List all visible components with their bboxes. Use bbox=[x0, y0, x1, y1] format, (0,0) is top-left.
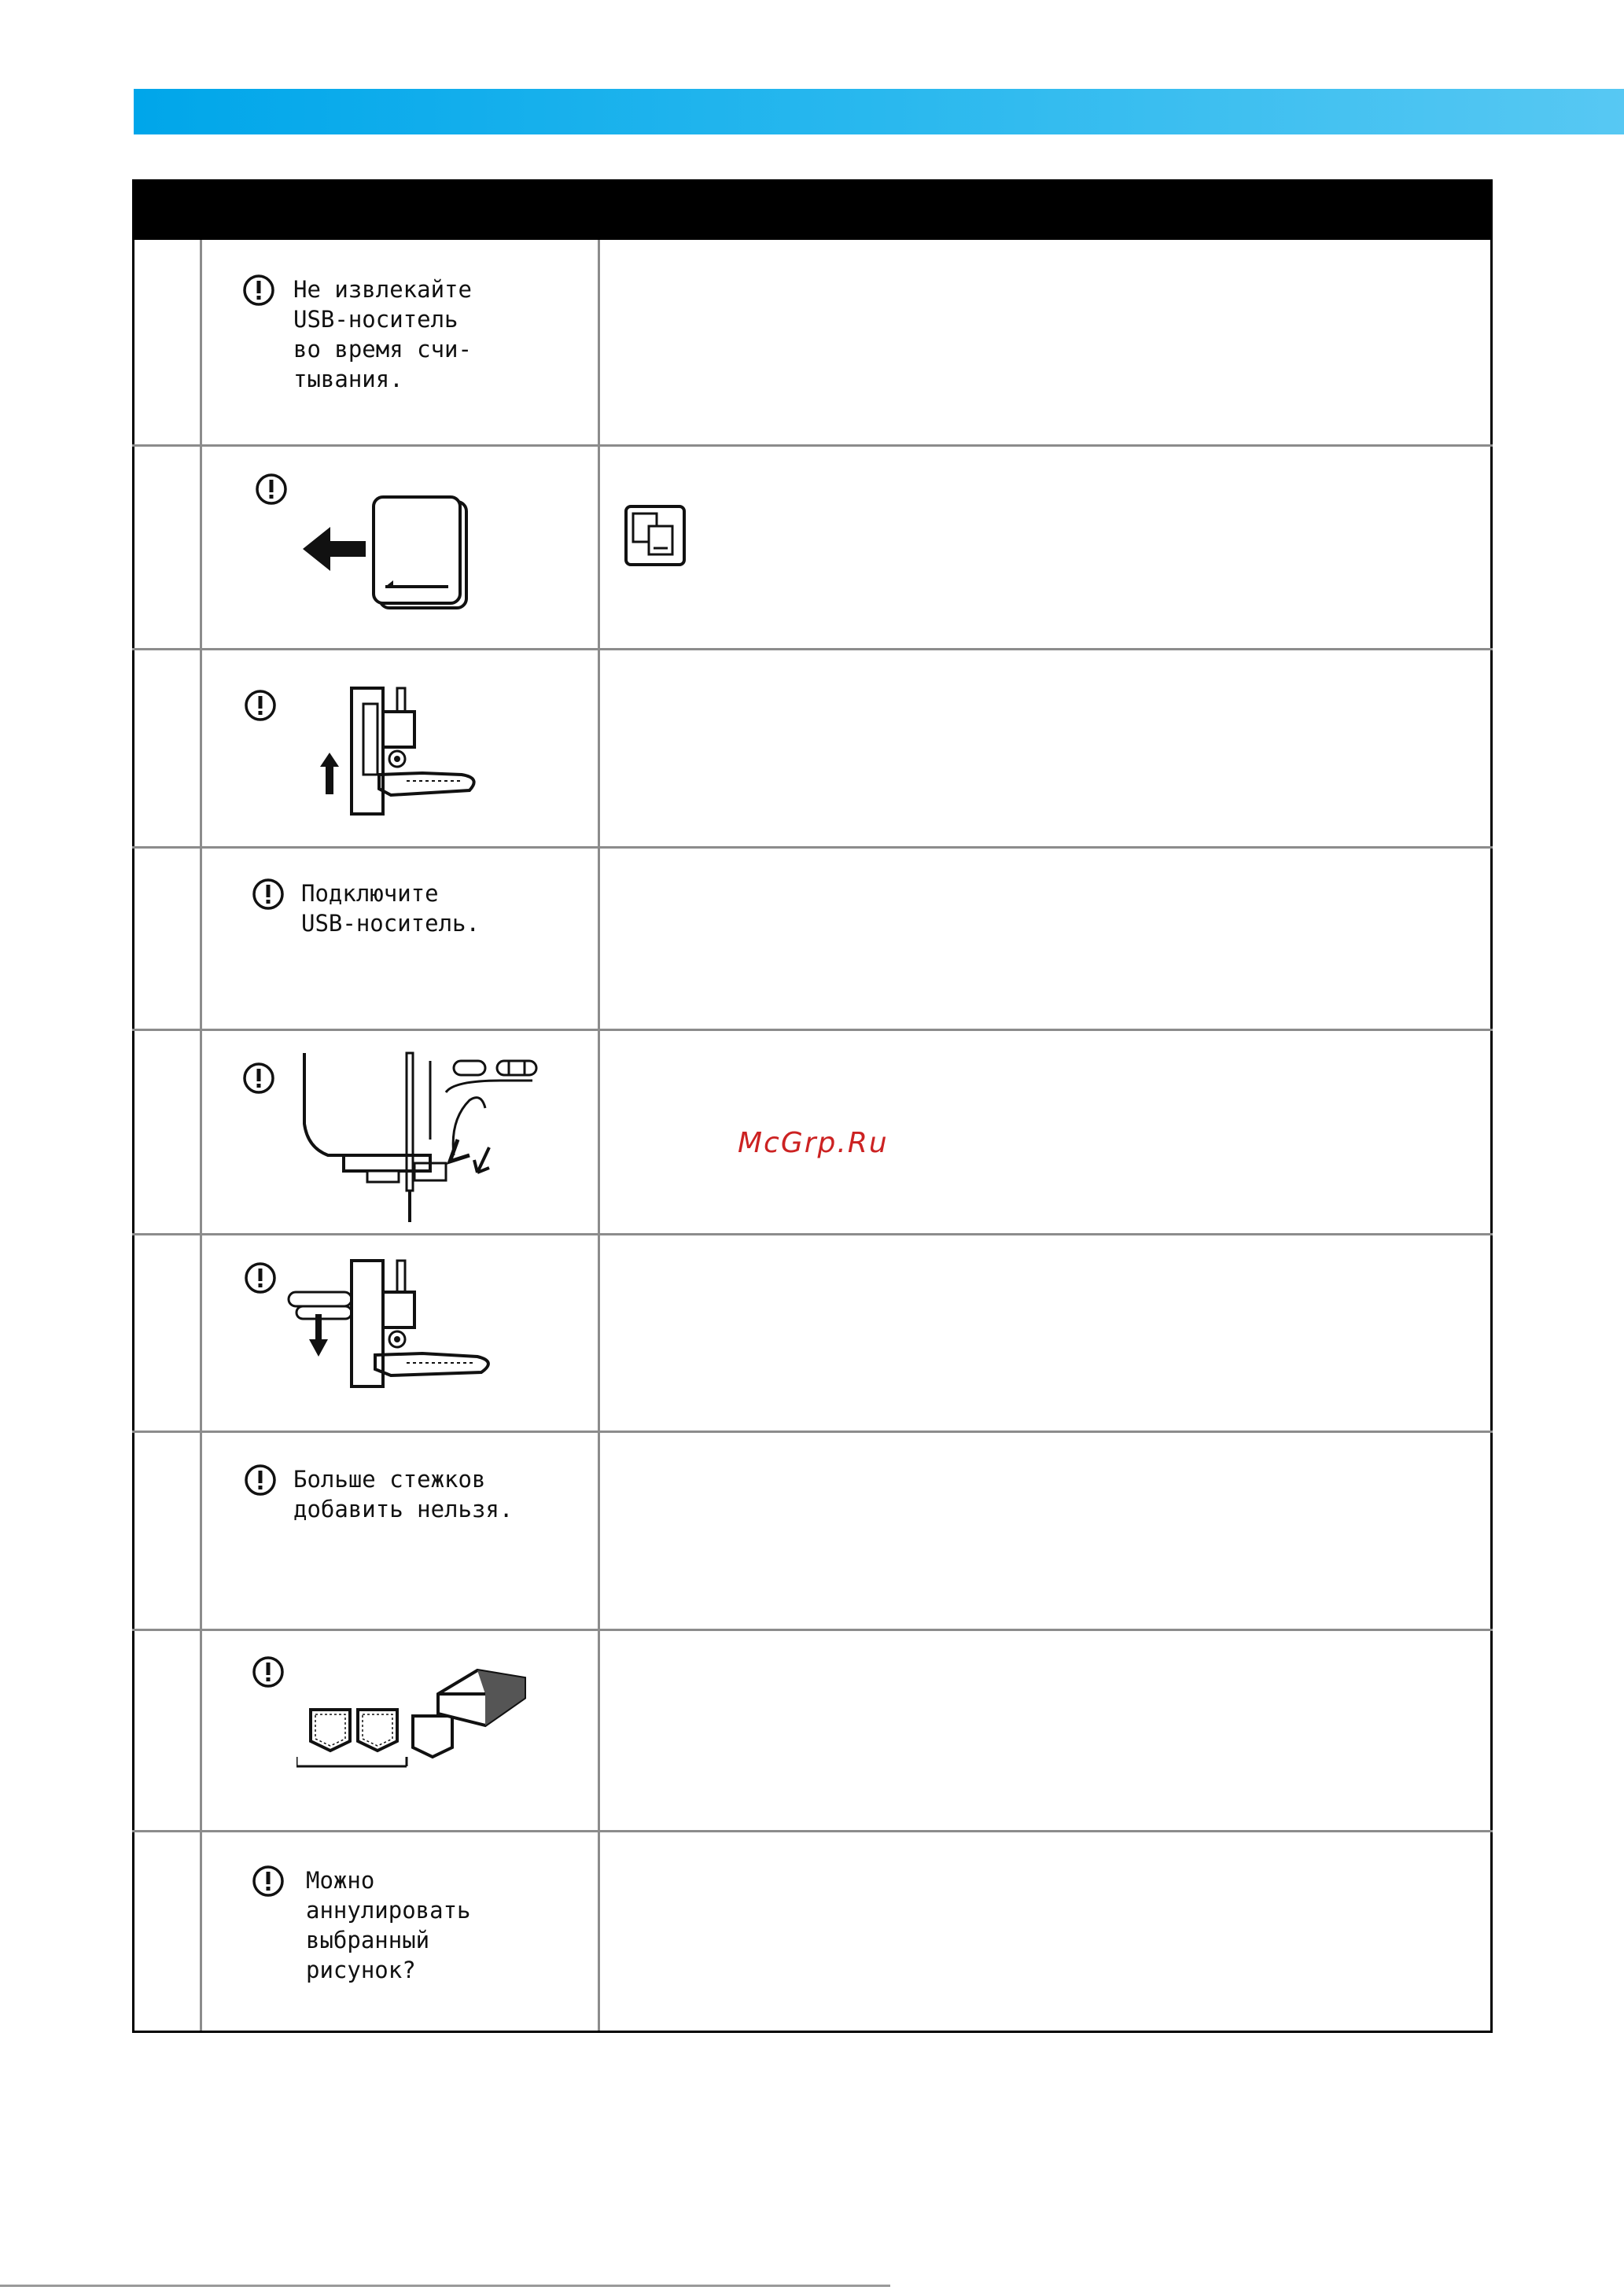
row-number-cell bbox=[134, 1432, 201, 1630]
message-cell bbox=[201, 1030, 599, 1235]
presser-foot-lever-down-icon bbox=[281, 1253, 517, 1394]
message-cell bbox=[201, 650, 599, 848]
table-row bbox=[134, 1235, 1492, 1432]
description-cell bbox=[599, 1235, 1492, 1432]
description-cell bbox=[599, 446, 1492, 650]
pockets-eraser-icon bbox=[296, 1663, 532, 1773]
card-remove-arrow-icon bbox=[295, 494, 484, 620]
header-message bbox=[201, 181, 599, 239]
message-text: Не извлекайте USB-носитель во время счи- тывания. bbox=[293, 276, 472, 392]
exclamation-circle-icon bbox=[251, 877, 285, 911]
exclamation-circle-icon bbox=[243, 688, 278, 723]
table-row bbox=[134, 848, 1492, 1030]
table-row bbox=[134, 446, 1492, 650]
row-number-cell bbox=[134, 1235, 201, 1432]
exclamation-circle-icon bbox=[251, 1864, 285, 1898]
table-row bbox=[134, 1630, 1492, 1832]
message-cell bbox=[201, 1235, 599, 1432]
exclamation-circle-icon bbox=[251, 1655, 285, 1689]
row-number-cell bbox=[134, 1630, 201, 1832]
message-cell bbox=[201, 848, 599, 1030]
exclamation-circle-icon bbox=[243, 1261, 278, 1295]
description-cell bbox=[599, 239, 1492, 446]
buttonhole-lever-icon bbox=[296, 1045, 587, 1226]
row-number-cell bbox=[134, 1030, 201, 1235]
description-cell bbox=[599, 1630, 1492, 1832]
row-number-cell bbox=[134, 1832, 201, 2032]
row-number-cell bbox=[134, 446, 201, 650]
description-cell bbox=[599, 1030, 1492, 1235]
header-color-bar bbox=[134, 89, 1624, 134]
watermark: McGrp.Ru bbox=[738, 1127, 889, 1159]
header-description bbox=[599, 181, 1492, 239]
description-cell bbox=[599, 650, 1492, 848]
exclamation-circle-icon bbox=[254, 472, 289, 506]
table-row bbox=[134, 650, 1492, 848]
message-text: Можно аннулировать выбранный рисунок? bbox=[306, 1867, 471, 1983]
row-number-cell bbox=[134, 650, 201, 848]
description-cell bbox=[599, 1832, 1492, 2032]
table-row bbox=[134, 1432, 1492, 1630]
footer-rule bbox=[0, 2285, 890, 2287]
exclamation-circle-icon bbox=[241, 1061, 276, 1095]
error-message-table bbox=[132, 179, 1493, 2033]
message-cell bbox=[201, 1832, 599, 2032]
message-text: Подключите USB-носитель. bbox=[301, 880, 480, 937]
message-text: Больше стежков добавить нельзя. bbox=[293, 1466, 514, 1523]
message-cell bbox=[201, 1630, 599, 1832]
copy-card-icon bbox=[624, 504, 687, 567]
table-header-row bbox=[134, 181, 1492, 239]
row-number-cell bbox=[134, 848, 201, 1030]
exclamation-circle-icon bbox=[243, 1463, 278, 1497]
message-cell bbox=[201, 239, 599, 446]
presser-foot-up-icon bbox=[304, 680, 493, 822]
message-cell bbox=[201, 1432, 599, 1630]
table-row bbox=[134, 239, 1492, 446]
description-cell bbox=[599, 1432, 1492, 1630]
description-cell bbox=[599, 848, 1492, 1030]
message-cell bbox=[201, 446, 599, 650]
exclamation-circle-icon bbox=[241, 273, 276, 307]
table-row bbox=[134, 1832, 1492, 2032]
header-number bbox=[134, 181, 201, 239]
row-number-cell bbox=[134, 239, 201, 446]
